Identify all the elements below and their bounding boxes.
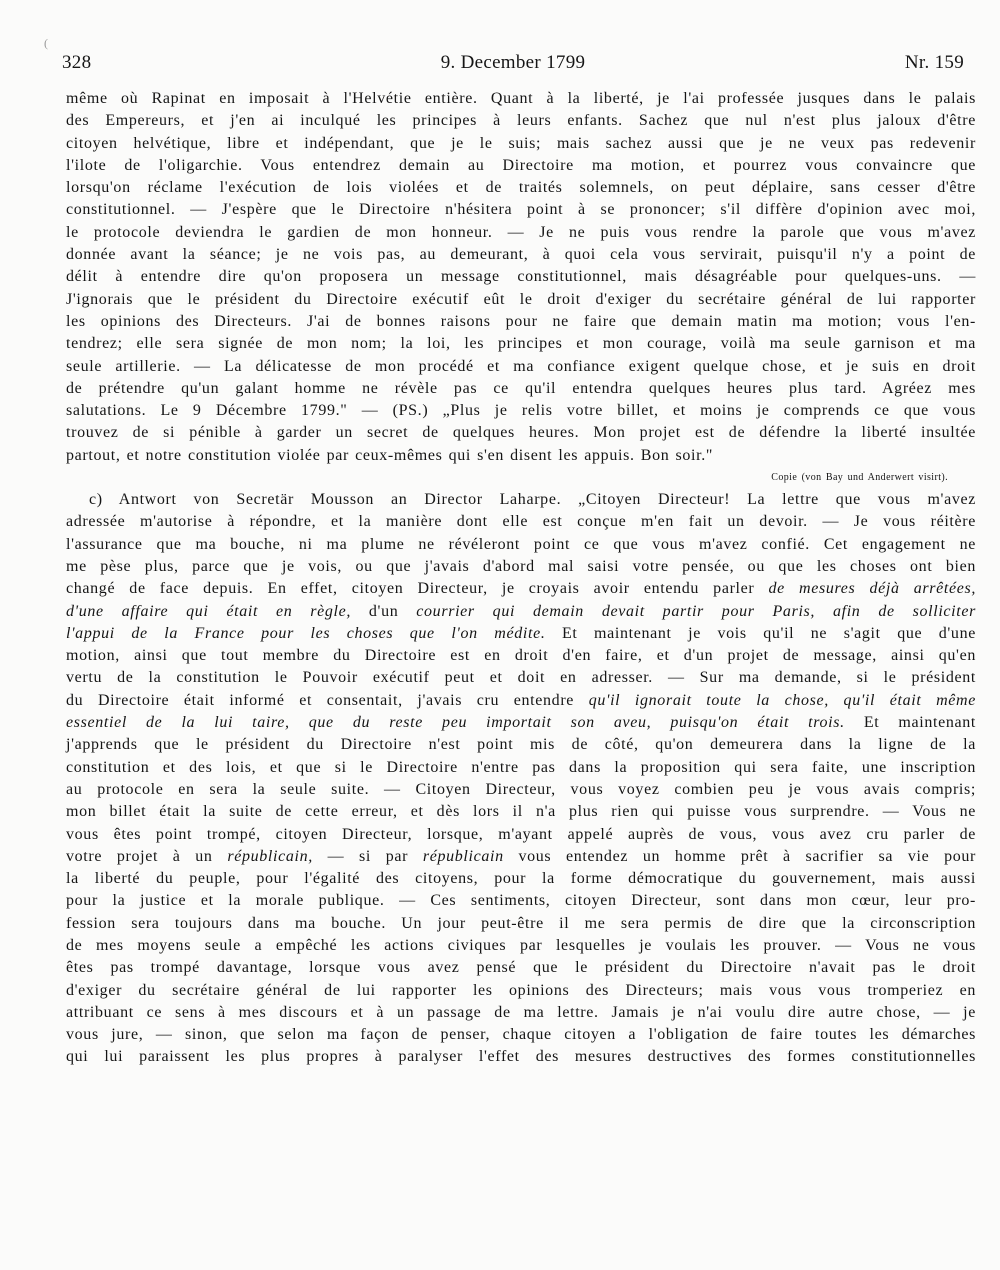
text-line: vous jure, — sinon, que selon ma façon de penser, chaque citoyen a l'obligation de faire toutes les démarches xyxy=(66,1026,976,1044)
text-line: des Empereurs, et j'en ai inculqué les principes à leurs enfants. Sachez que nul n'est plus jaloux d'être xyxy=(66,112,976,130)
text-line: délit à entendre dire qu'on proposera un message constitutionnel, mais désagréable pour quelques-uns. — xyxy=(66,268,976,286)
text-run: — si par xyxy=(312,847,423,865)
italic-run: républicain xyxy=(422,847,504,865)
text-run: votre projet à un xyxy=(66,847,228,865)
document-number: Nr. 159 xyxy=(904,52,964,73)
text-line: partout, et notre constitution violée par ceux-mêmes qui s'en disent les appuis. Bon soir." xyxy=(66,446,714,464)
text-line: tendrez; elle sera signée de mon nom; la loi, les principes et mon courage, voilà ma seule garnison et ma xyxy=(66,335,976,353)
text-run: vous entendez un homme prêt à sacrifier sa vie pour xyxy=(503,847,976,865)
text-line: les opinions des Directeurs. J'ai de bonnes raisons pour ne faire que demain matin ma motion; vous l'en- xyxy=(66,312,976,330)
text-line: d'exiger du secrétaire général de lui rapporter les opinions des Directeurs; mais vous vous tromperiez en xyxy=(66,981,976,999)
text-line xyxy=(66,690,976,712)
italic-run: d'une affaire qui était en règle, xyxy=(66,602,352,620)
text-line: J'ignorais que le président du Directoire exécutif eût le droit d'exiger du secrétaire général de lui rapporter xyxy=(66,290,976,308)
text-line: citoyen helvétique, libre et indépendant, que je le suis; mais sachez aussi que je ne veux pas redevenir xyxy=(66,134,976,152)
text-line: adressée m'autorise à répondre, et la manière dont elle est conçue m'en fait un devoir. — Je vous réitère xyxy=(66,513,976,531)
text-line: salutations. Le 9 Décembre 1799." — (PS.) „Plus je relis votre billet, et moins je comprends ce que vous xyxy=(66,402,976,420)
text-line: de mes moyens seule a empêché les actions civiques par lesquelles je voulais les prouver. — Vous ne vous xyxy=(66,936,976,954)
text-run: du Directoire était informé et consentait, j'avais cru entendre xyxy=(66,691,589,709)
letter-continuation xyxy=(66,88,976,467)
italic-run: qu'il ignorait toute la chose, qu'il était même xyxy=(588,691,977,709)
edge-mark: ( xyxy=(44,36,48,50)
text-line: pour la justice et la morale publique. — Ces sentiments, citoyen Directeur, sont dans mon cœur, leur pro- xyxy=(66,892,976,910)
page-number: 328 xyxy=(62,52,92,73)
source-note: Copie (von Bay und Anderwert visirt). xyxy=(771,472,948,484)
running-head xyxy=(62,52,964,78)
text-line: la liberté du peuple, pour l'égalité des citoyens, pour la forme démocratique du gouvernement, mais aussi xyxy=(66,870,976,888)
text-line xyxy=(66,846,976,868)
text-run: Et maintenant xyxy=(844,714,977,732)
italic-run: l'appui de la France pour les choses que l'on médite. xyxy=(66,624,546,642)
text-line: mon billet était la suite de cette erreur, et dès lors il n'a plus rien qui puisse vous surprendre. — Vous ne xyxy=(66,803,976,821)
text-line: qui lui paraissent les plus propres à paralyser l'effet des mesures destructives des formes constitutionnelles xyxy=(66,1048,976,1066)
header-date: 9. December 1799 xyxy=(440,52,586,73)
text-line xyxy=(66,578,976,600)
text-line xyxy=(66,712,976,734)
italic-run: républicain, xyxy=(227,847,313,865)
text-line: êtes pas trompé davantage, lorsque vous avez pensé que le président du Directoire n'avait pas le droit xyxy=(66,959,976,977)
text-line: fession sera toujours dans ma bouche. Un jour peut-être il me sera permis de dire que la circonscription xyxy=(66,914,976,932)
text-line: constitution et des lois, et que si le Directoire n'entre pas dans la proposition qui sera faite, une inscription xyxy=(66,758,976,776)
text-run: changé de face depuis. En effet, citoyen Directeur, je croyais avoir entendu parler xyxy=(66,580,769,598)
italic-run: essentiel de la lui taire, que du reste peu importait son aveu, puisqu'on était trois. xyxy=(66,714,845,732)
text-line: donnée avant la séance; je ne vois pas, au demeurant, à quoi cela vous servirait, puisqu'il n'y a point de xyxy=(66,246,976,264)
italic-run: de mesures déjà arrêtées, xyxy=(768,580,977,598)
text-line: l'assurance que ma bouche, ni ma plume ne révéleront point ce que vous m'avez confié. Cet engagement ne xyxy=(66,535,976,553)
text-run: d'un xyxy=(351,602,417,620)
text-line: au protocole en sera la seule suite. — Citoyen Directeur, vous voyez combien peu je vous avais compris; xyxy=(66,780,976,798)
text-line: même où Rapinat en imposait à l'Helvétie entière. Quant à la liberté, je l'ai professée jusques dans le palais xyxy=(66,90,976,107)
text-line: l'ilote de l'oligarchie. Vous entendrez demain au Directoire ma motion, et pourrez vous convaincre que xyxy=(66,156,976,174)
text-line: seule artillerie. — La délicatesse de mon procédé et ma confiance exigent quelque chose, et je suis en droit xyxy=(66,357,976,375)
page-body xyxy=(66,88,976,1069)
italic-run: courrier qui demain devait partir pour Paris, afin de solliciter xyxy=(416,602,976,620)
text-line: attribuant ce sens à mes discours et à un passage de ma lettre. Jamais je n'ai voulu dire autre chose, — je xyxy=(66,1003,976,1021)
letter-reply xyxy=(66,489,976,1069)
text-line: me pèse plus, parce que je vois, ou que j'avais d'abord mal saisi votre pensée, ou que les choses ont bien xyxy=(66,557,976,575)
text-line: motion, ainsi que tout membre du Directoire est en droit d'en faire, et d'un projet de message, ainsi qu'en xyxy=(66,647,976,665)
text-line xyxy=(66,623,976,645)
text-line: constitutionnel. — J'espère que le Directoire n'hésitera point à se prononcer; s'il diffère d'opinion avec moi, xyxy=(66,201,976,219)
text-line: c) Antwort von Secretär Mousson an Director Laharpe. „Citoyen Directeur! La lettre que vous m'avez xyxy=(89,491,976,509)
text-line: j'apprends que le président du Directoire n'est point mis de côté, qu'on demeurera dans la ligne de la xyxy=(66,736,976,754)
text-line xyxy=(66,601,976,623)
text-line: le protocole deviendra le gardien de mon honneur. — Je ne puis vous rendre la parole que vous m'avez xyxy=(66,223,976,241)
text-line: lorsqu'on réclame l'exécution de lois violées et de traités solemnels, on peut déplaire, sans cesser d'être xyxy=(66,179,976,197)
text-line: de prétendre qu'un galant homme ne révèle pas ce qu'il entendra quelques heures plus tard. Agréez mes xyxy=(66,379,976,397)
text-line: trouvez de si pénible à garder un secret de quelques heures. Mon projet est de défendre la liberté insultée xyxy=(66,424,976,442)
text-line: vous êtes point trompé, citoyen Directeur, lorsque, m'ayant appelé auprès de vous, vous avez cru parler de xyxy=(66,825,976,843)
text-line: vertu de la constitution le Pouvoir exécutif peut et doit en adresser. — Sur ma demande, si le président xyxy=(66,669,976,687)
text-run: Et maintenant je vois qu'il ne s'agit que d'une xyxy=(545,624,976,642)
